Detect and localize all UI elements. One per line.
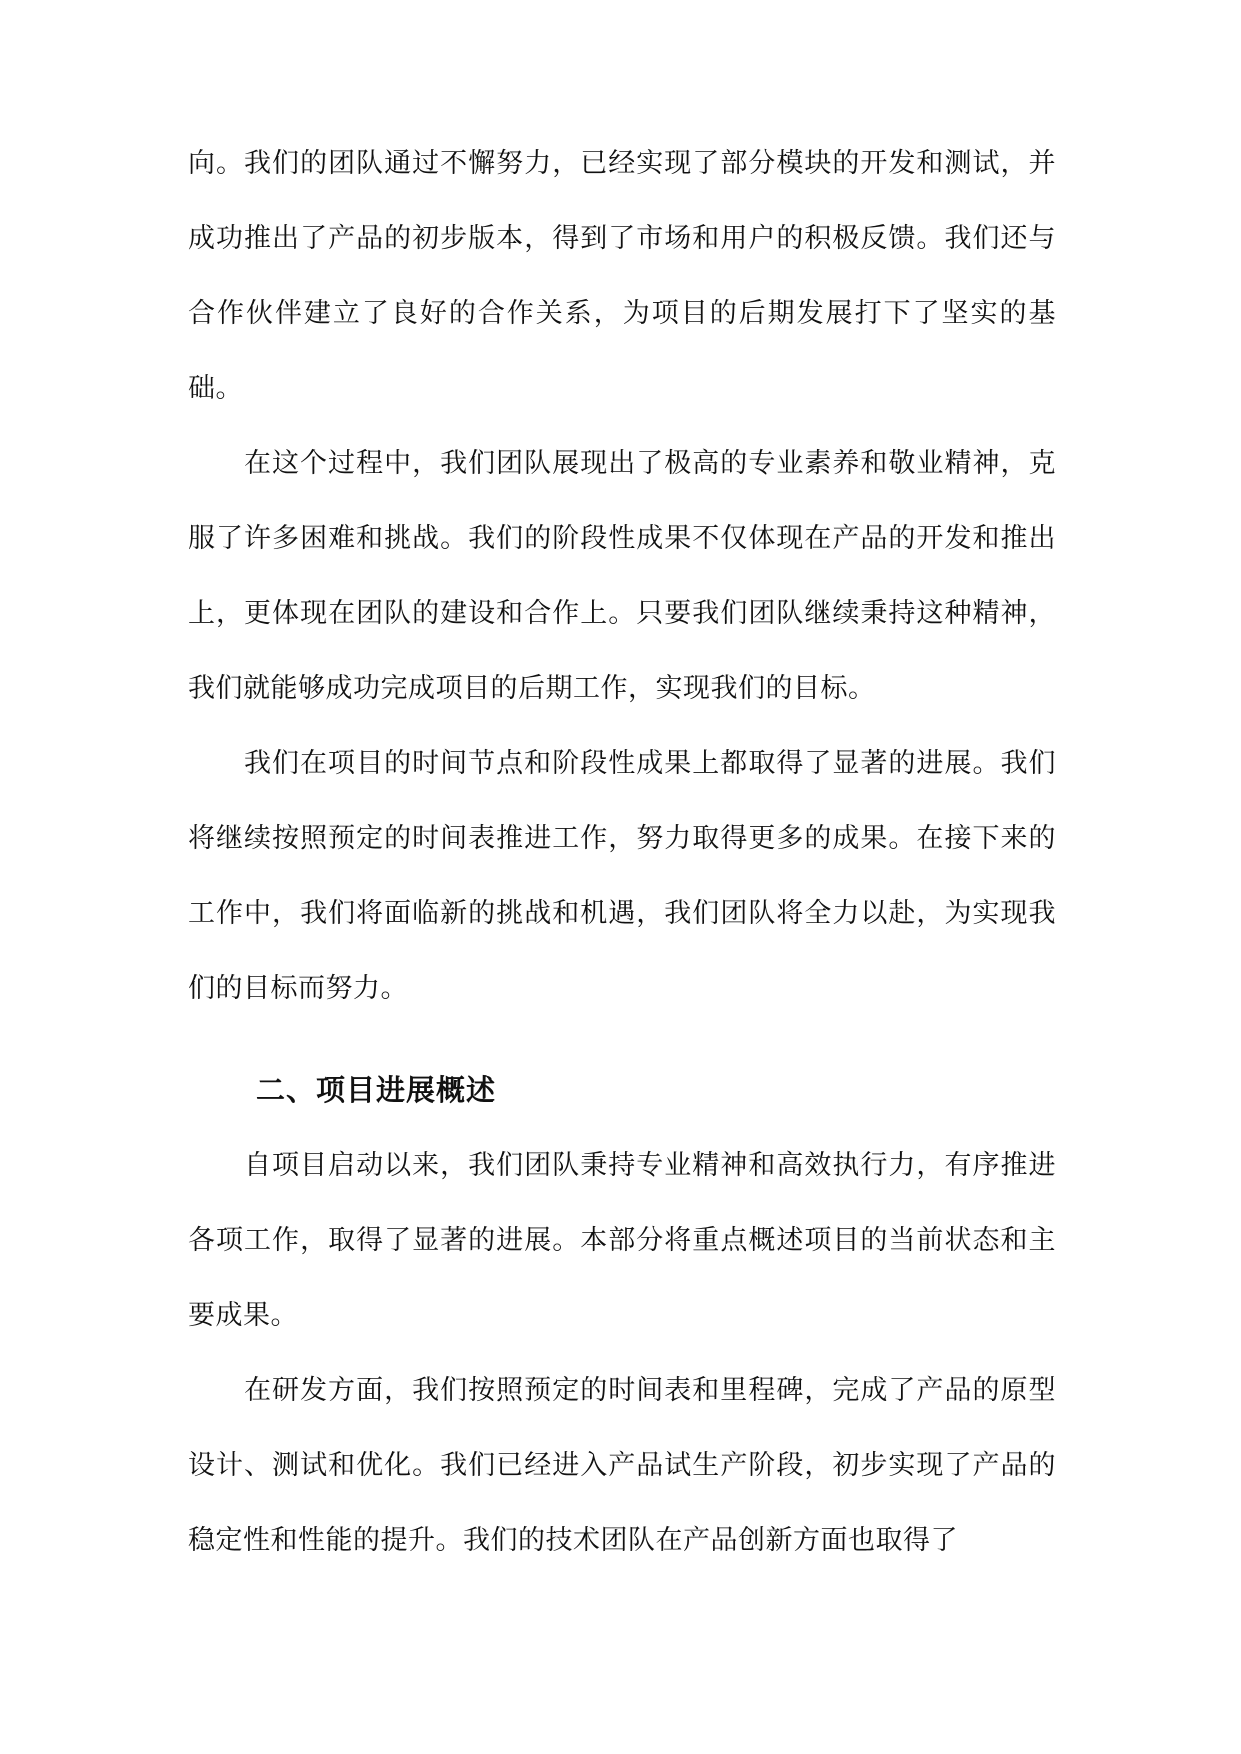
body-paragraph: 自项目启动以来，我们团队秉持专业精神和高效执行力，有序推进各项工作，取得了显著的进展。本部分将重点概述项目的当前状态和主要成果。 (188, 1150, 1056, 1331)
body-paragraph: 在这个过程中，我们团队展现出了极高的专业素养和敬业精神，克服了许多困难和挑战。我们的阶段性成果不仅体现在产品的开发和推出上，更体现在团队的建设和合作上。只要我们团队继续秉持这种精神，我们就能够成功完成项目的后期工作，实现我们的目标。 (188, 448, 1056, 704)
section-heading: 二、项目进展概述 (256, 1073, 497, 1107)
body-paragraph: 我们在项目的时间节点和阶段性成果上都取得了显著的进展。我们将继续按照预定的时间表推进工作，努力取得更多的成果。在接下来的工作中，我们将面临新的挑战和机遇，我们团队将全力以赴，为实现我们的目标而努力。 (188, 748, 1056, 1004)
document-body (188, 126, 1056, 1578)
body-paragraph-continued: 向。我们的团队通过不懈努力，已经实现了部分模块的开发和测试，并成功推出了产品的初步版本，得到了市场和用户的积极反馈。我们还与合作伙伴建立了良好的合作关系，为项目的后期发展打下了坚实的基础。 (188, 148, 1056, 404)
body-paragraph: 在研发方面，我们按照预定的时间表和里程碑，完成了产品的原型设计、测试和优化。我们已经进入产品试生产阶段，初步实现了产品的稳定性和性能的提升。我们的技术团队在产品创新方面也取得了 (188, 1375, 1056, 1556)
